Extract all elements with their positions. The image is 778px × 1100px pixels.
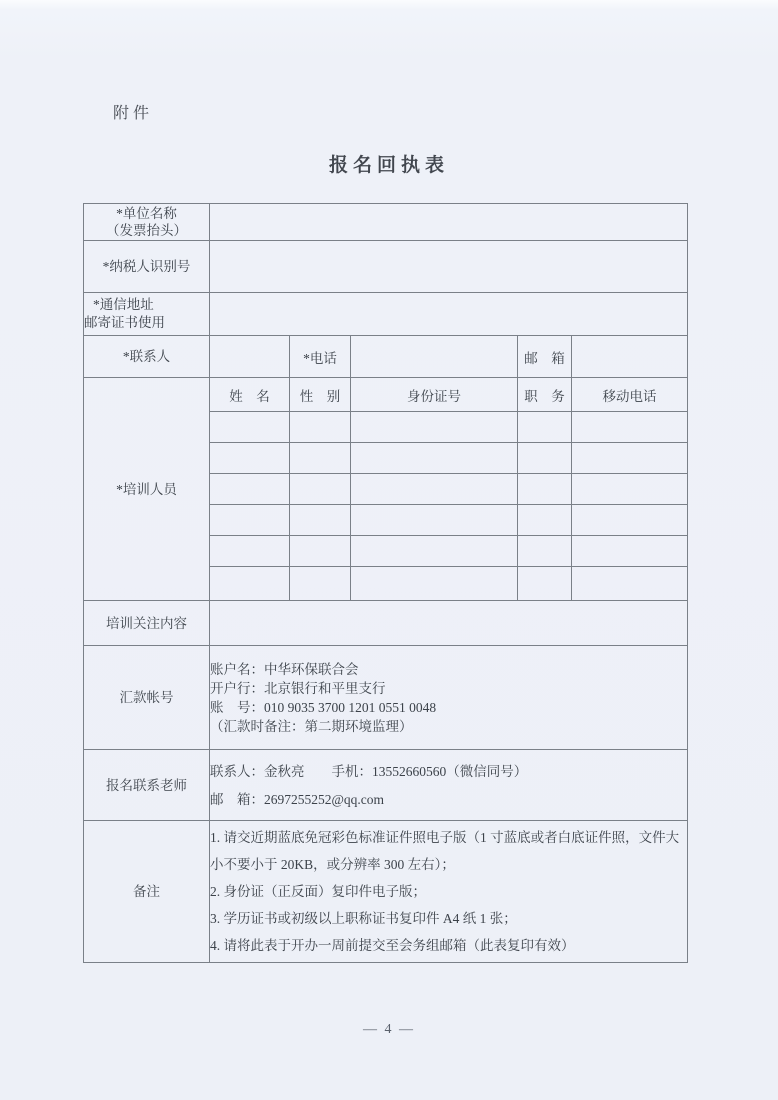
personnel-cell xyxy=(290,443,351,474)
personnel-cell xyxy=(518,536,572,567)
attachment-label: 附件 xyxy=(113,105,154,122)
unit-name-row xyxy=(84,204,688,241)
personnel-cell xyxy=(518,505,572,536)
header-mobile-cell: 移动电话 xyxy=(572,378,688,412)
personnel-cell xyxy=(351,536,518,567)
personnel-cell xyxy=(518,412,572,443)
personnel-cell xyxy=(290,474,351,505)
personnel-cell xyxy=(572,412,688,443)
personnel-cell xyxy=(351,443,518,474)
remark-item: 3. 学历证书或初级以上职称证书复印件 A4 纸 1 张； xyxy=(210,911,517,926)
personnel-cell xyxy=(572,474,688,505)
personnel-cell xyxy=(351,412,518,443)
teacher-row xyxy=(84,750,688,821)
unit-name-label-line2: （发票抬头） xyxy=(106,223,187,238)
personnel-cell xyxy=(210,474,290,505)
personnel-cell xyxy=(210,536,290,567)
personnel-cell xyxy=(210,443,290,474)
remarks-row xyxy=(84,821,688,963)
email-label-cell: 邮 箱 xyxy=(518,336,572,378)
remarks-label-cell: 备注 xyxy=(84,821,210,963)
teacher-label-cell: 报名联系老师 xyxy=(84,750,210,821)
personnel-cell xyxy=(572,536,688,567)
personnel-cell xyxy=(518,474,572,505)
remarks-value-cell xyxy=(210,821,688,963)
teacher-email-line: 邮 箱：2697255252@qq.com xyxy=(210,791,385,807)
header-idnumber-cell: 身份证号 xyxy=(351,378,518,412)
personnel-cell xyxy=(290,412,351,443)
personnel-cell xyxy=(351,567,518,601)
remark-item: 2. 身份证（正反面）复印件电子版； xyxy=(210,884,426,899)
header-name-cell: 姓 名 xyxy=(210,378,290,412)
taxpayer-row xyxy=(84,241,688,293)
personnel-cell xyxy=(351,505,518,536)
remark-item: 4. 请将此表于开办一周前提交至会务组邮箱（此表复印有效） xyxy=(210,938,575,953)
focus-row xyxy=(84,601,688,646)
focus-value-cell xyxy=(210,601,688,646)
phone-value-cell xyxy=(351,336,518,378)
personnel-cell xyxy=(351,474,518,505)
personnel-cell xyxy=(290,567,351,601)
focus-label-cell: 培训关注内容 xyxy=(84,601,210,646)
remittance-label-cell: 汇款帐号 xyxy=(84,646,210,750)
email-value-cell xyxy=(572,336,688,378)
personnel-cell xyxy=(290,536,351,567)
remittance-account-number: 账 号：010 9035 3700 1201 0551 0048 xyxy=(210,699,437,715)
personnel-cell xyxy=(210,412,290,443)
contact-name-value-cell xyxy=(210,336,290,378)
address-label-line1: *通信地址 xyxy=(93,297,154,312)
personnel-cell xyxy=(210,567,290,601)
contact-label-cell: *联系人 xyxy=(84,336,210,378)
remittance-note: （汇款时备注：第二期环境监理） xyxy=(210,718,413,734)
unit-name-label-cell xyxy=(84,204,210,241)
phone-label-cell: *电话 xyxy=(290,336,351,378)
teacher-value-cell xyxy=(210,750,688,821)
personnel-cell xyxy=(518,443,572,474)
personnel-cell xyxy=(290,505,351,536)
taxpayer-label-cell: *纳税人识别号 xyxy=(84,241,210,293)
address-label-cell xyxy=(84,293,210,336)
taxpayer-value-cell xyxy=(210,241,688,293)
address-value-cell xyxy=(210,293,688,336)
teacher-contact-line: 联系人：金秋亮 手机：13552660560（微信同号） xyxy=(210,763,528,779)
personnel-cell xyxy=(518,567,572,601)
remark-item: 1. 请交近期蓝底免冠彩色标准证件照电子版（1 寸蓝底或者白底证件照，文件大小不要小于 20KB，或分辨率 300 左右）； xyxy=(210,830,680,872)
address-row xyxy=(84,293,688,336)
personnel-cell xyxy=(572,443,688,474)
header-gender-cell: 性 别 xyxy=(290,378,351,412)
remittance-value-cell xyxy=(210,646,688,750)
remittance-row xyxy=(84,646,688,750)
personnel-header-row xyxy=(84,378,688,412)
unit-name-label-line1: *单位名称 xyxy=(116,206,177,221)
personnel-cell xyxy=(210,505,290,536)
unit-name-value-cell xyxy=(210,204,688,241)
personnel-cell xyxy=(572,567,688,601)
registration-form-table xyxy=(83,203,688,963)
page-title: 报名回执表 xyxy=(328,155,449,176)
personnel-cell xyxy=(572,505,688,536)
header-position-cell: 职 务 xyxy=(518,378,572,412)
contact-row xyxy=(84,336,688,378)
remittance-account-name: 账户名：中华环保联合会 xyxy=(210,661,359,677)
page-number: — 4 — xyxy=(363,1022,415,1037)
address-label-line2: 邮寄证书使用 xyxy=(84,315,165,330)
personnel-label-cell: *培训人员 xyxy=(84,378,210,601)
remittance-bank: 开户行：北京银行和平里支行 xyxy=(210,680,386,696)
